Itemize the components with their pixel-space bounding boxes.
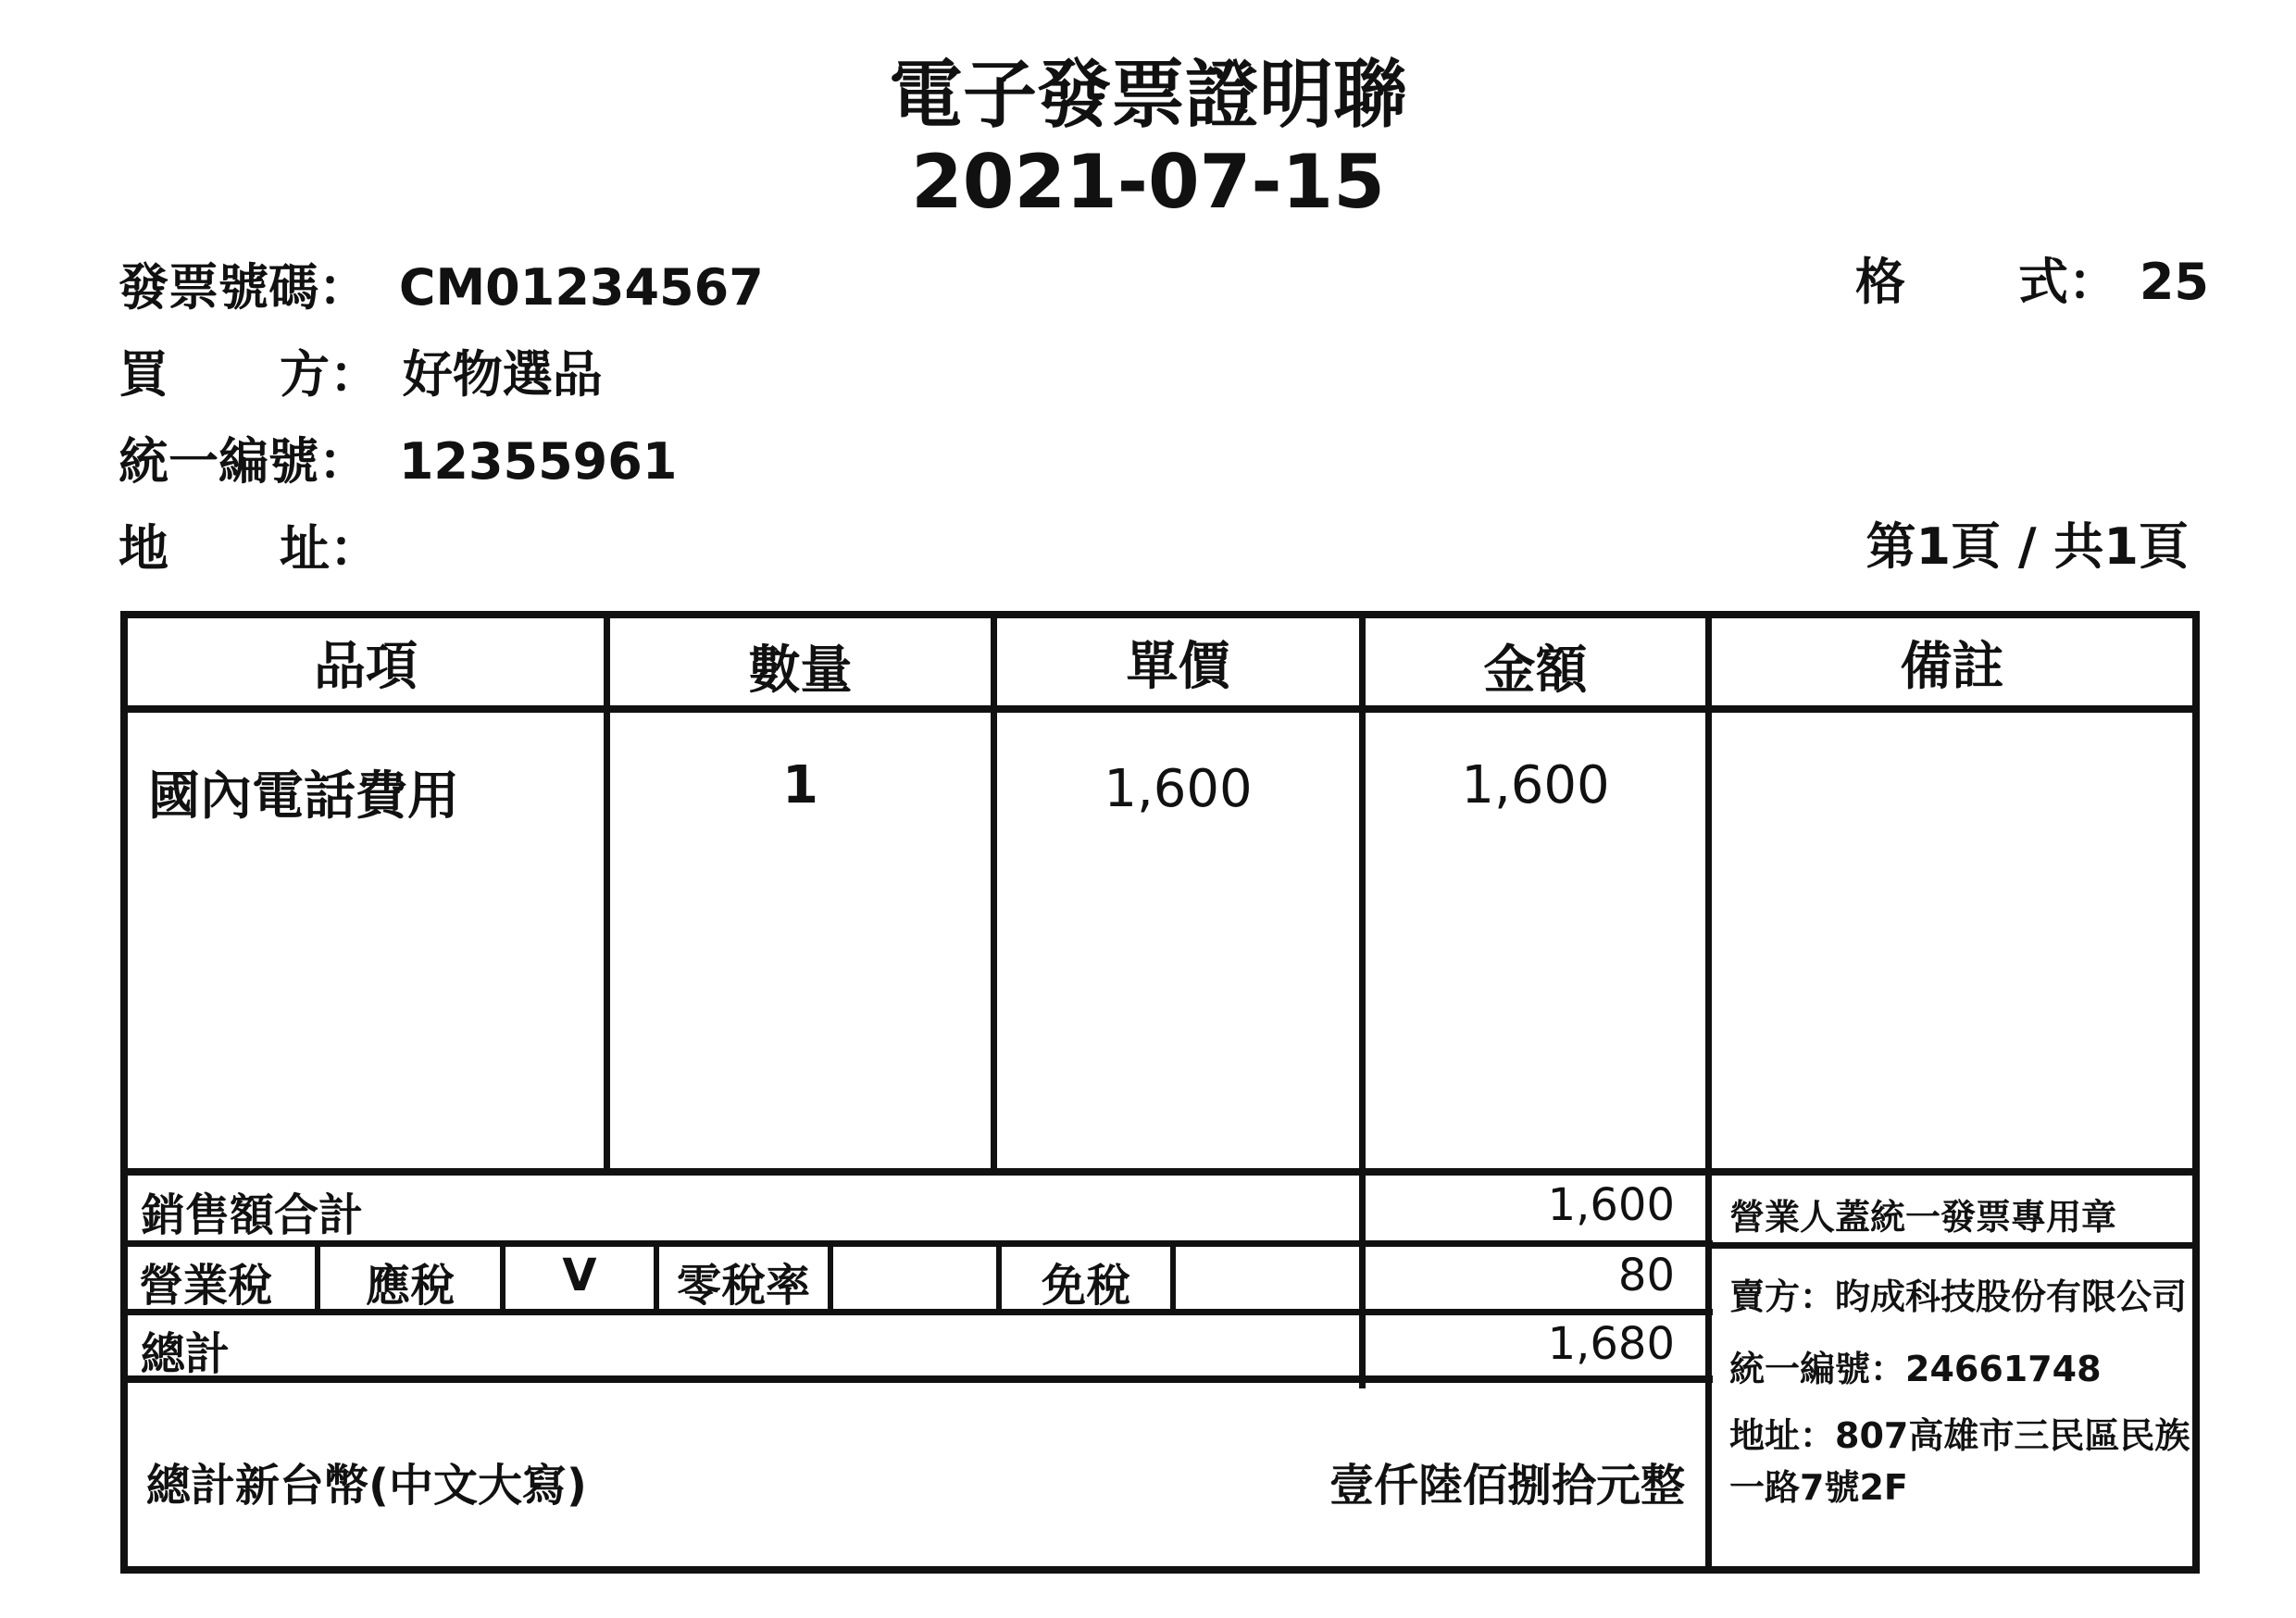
sales-total-value: 1,600 <box>1547 1179 1675 1231</box>
format-row <box>1855 243 2209 314</box>
grand-total-value: 1,680 <box>1547 1318 1675 1370</box>
tax-label: 營業稅 <box>139 1260 273 1312</box>
item-qty: 1 <box>782 755 818 815</box>
taxable-label: 應稅 <box>365 1260 455 1312</box>
col-header-note: 備註 <box>1900 637 2004 697</box>
address-label-b: 址： <box>280 519 380 578</box>
tax-value: 80 <box>1617 1250 1675 1301</box>
format-value: 25 <box>2139 253 2209 311</box>
invoice-number-label: 發票號碼： <box>119 258 368 317</box>
address-label-a: 地 <box>119 519 168 578</box>
col-header-amount: 金額 <box>1483 641 1588 701</box>
buyer-label-a: 買 <box>119 345 168 404</box>
chinese-total-label: 總計新台幣(中文大寫) <box>146 1460 587 1512</box>
item-unit-price: 1,600 <box>1104 759 1253 819</box>
buyer-tax-id-row <box>119 422 677 493</box>
invoice-number-row <box>119 248 764 319</box>
col-header-item: 品項 <box>314 637 418 697</box>
buyer-label-b: 方： <box>280 345 380 404</box>
document-title: 電子發票證明聯 <box>889 52 1407 138</box>
col-header-qty: 數量 <box>748 641 853 701</box>
buyer-name: 好物選品 <box>402 345 603 404</box>
page-indicator: 第1頁 / 共1頁 <box>1866 517 2189 576</box>
col-header-unit-price: 單價 <box>1126 637 1230 697</box>
exempt-label: 免稅 <box>1041 1260 1130 1312</box>
seller-stamp-label: 營業人蓋統一發票專用章 <box>1729 1197 2117 1238</box>
document-date: 2021-07-15 <box>911 139 1385 225</box>
chinese-total-value: 壹仟陸佰捌拾元整 <box>1329 1460 1685 1512</box>
invoice-number: CM01234567 <box>398 258 764 317</box>
item-amount: 1,600 <box>1461 755 1610 815</box>
grand-total-label: 總計 <box>141 1328 231 1380</box>
taxable-checkbox: V <box>562 1250 597 1301</box>
format-label-b: 式： <box>2018 253 2118 311</box>
buyer-address-row <box>119 509 380 580</box>
zero-rate-label: 零稅率 <box>676 1260 810 1312</box>
seller-name: 賣方：昀成科技股份有限公司 <box>1729 1276 2188 1317</box>
seller-address-line1: 地址：807高雄市三民區民族 <box>1729 1415 2190 1456</box>
format-label-a: 格 <box>1855 253 1905 311</box>
seller-address-line2: 一路7號2F <box>1729 1467 1908 1508</box>
sales-total-label: 銷售額合計 <box>141 1189 364 1241</box>
buyer-tax-id: 12355961 <box>398 432 678 491</box>
buyer-row <box>119 335 603 406</box>
buyer-tax-id-label: 統一編號： <box>119 432 368 491</box>
seller-tax-id: 統一編號：24661748 <box>1729 1349 2102 1389</box>
item-name: 國內電話費用 <box>148 766 459 827</box>
